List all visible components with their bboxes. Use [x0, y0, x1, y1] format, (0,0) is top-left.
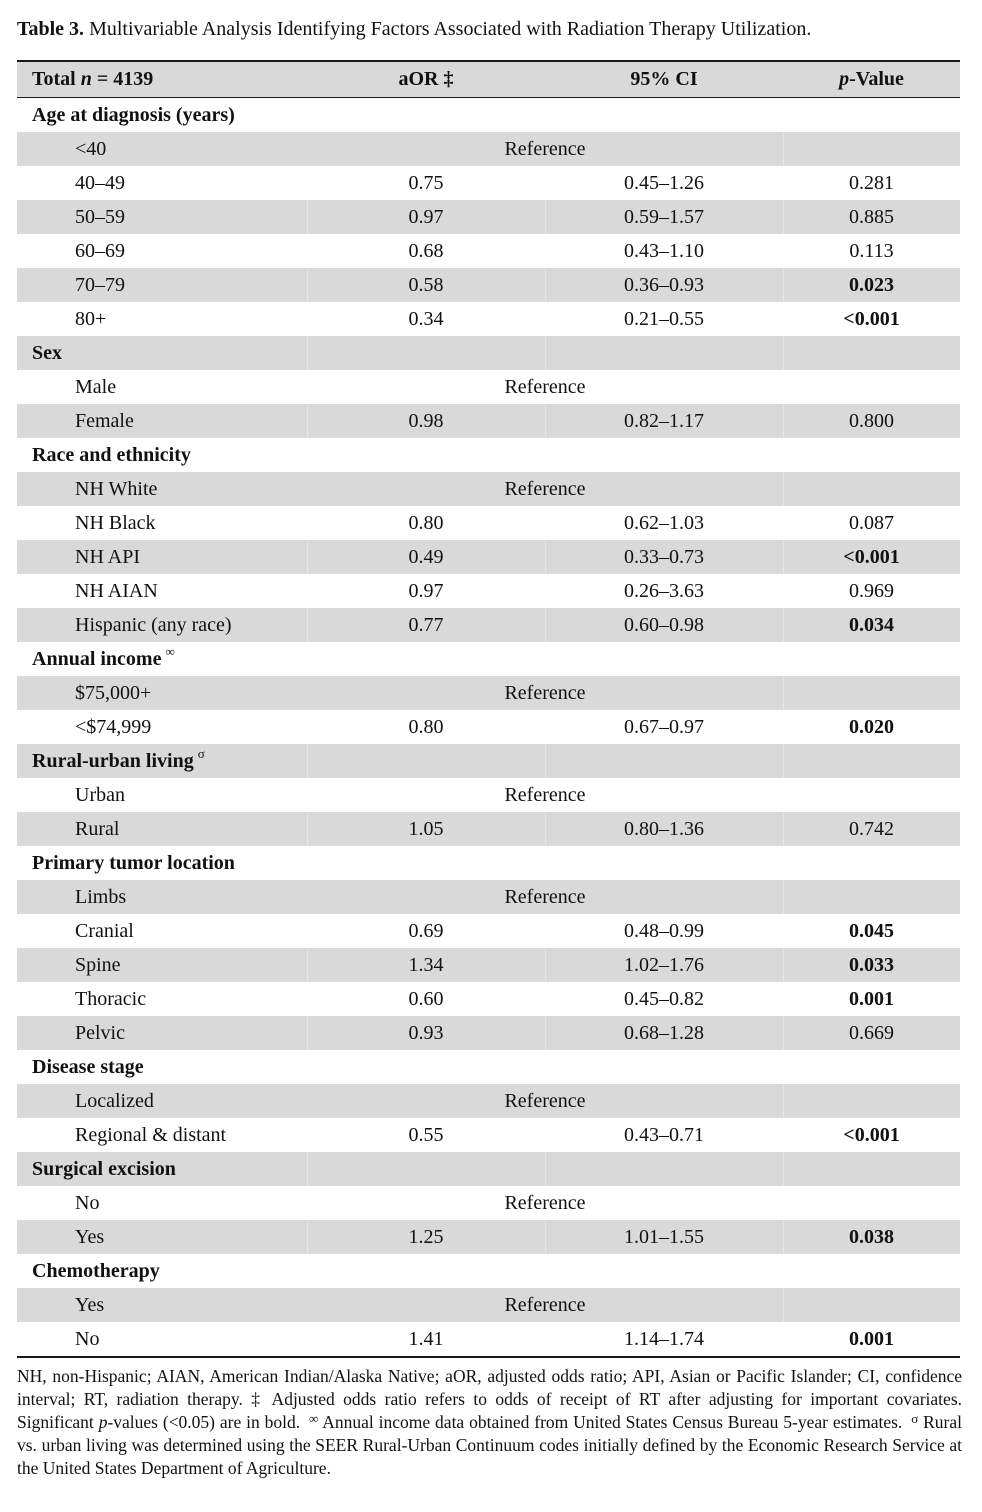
ci-cell: 0.48–0.99 — [624, 919, 704, 942]
column-separator — [783, 1152, 784, 1186]
p-value-cell: 0.800 — [849, 409, 894, 432]
table-row — [17, 914, 960, 948]
column-separator — [307, 268, 308, 302]
group-header-row — [17, 98, 960, 132]
table-row — [17, 166, 960, 200]
table-row — [17, 1084, 960, 1118]
reference-cell: Reference — [504, 1191, 586, 1214]
ci-cell: 0.82–1.17 — [624, 409, 704, 432]
group-title — [17, 852, 307, 875]
column-separator — [783, 404, 784, 438]
column-separator — [545, 336, 546, 370]
reference-cell: Reference — [504, 137, 586, 160]
p-value-cell: <0.001 — [843, 307, 900, 330]
row-label: Localized — [75, 1089, 154, 1112]
group-header-row — [17, 744, 960, 778]
aor-cell: 0.77 — [408, 613, 444, 636]
column-separator — [307, 336, 308, 370]
header-aor: aOR ‡ — [398, 68, 454, 90]
table-row — [17, 1288, 960, 1322]
group-title-text: Rural-urban living — [32, 749, 194, 772]
group-title-text: Disease stage — [32, 1055, 144, 1078]
table-row — [17, 200, 960, 234]
table-row — [17, 540, 960, 574]
table-label: Table 3. — [17, 18, 85, 40]
table-header-row — [17, 62, 960, 98]
row-label: NH AIAN — [75, 579, 158, 602]
group-footnote-mark: σ — [197, 745, 205, 761]
group-title-text: Annual income — [32, 647, 162, 670]
group-header-row — [17, 642, 960, 676]
ci-cell: 0.33–0.73 — [624, 545, 704, 568]
table-row — [17, 404, 960, 438]
column-separator — [783, 1220, 784, 1254]
column-separator — [307, 200, 308, 234]
ci-cell: 1.01–1.55 — [624, 1225, 704, 1248]
aor-cell: 0.80 — [408, 715, 444, 738]
column-separator — [545, 948, 546, 982]
row-label: No — [75, 1327, 100, 1350]
aor-cell: 1.34 — [408, 953, 444, 976]
ci-cell: 1.14–1.74 — [624, 1327, 704, 1350]
column-separator — [783, 812, 784, 846]
p-value-cell: 0.001 — [849, 1327, 894, 1350]
table-row — [17, 1186, 960, 1220]
row-label: Urban — [75, 783, 125, 806]
table-bottom-rule — [17, 1356, 960, 1358]
column-separator — [545, 812, 546, 846]
aor-cell: 0.60 — [408, 987, 444, 1010]
column-separator — [783, 880, 784, 914]
group-title — [17, 1260, 307, 1283]
row-label: NH Black — [75, 511, 156, 534]
ci-cell: 0.21–0.55 — [624, 307, 704, 330]
reference-cell: Reference — [504, 885, 586, 908]
row-label: Female — [75, 409, 134, 432]
aor-cell: 0.34 — [408, 307, 444, 330]
group-title — [17, 444, 307, 467]
column-separator — [783, 132, 784, 166]
group-title — [17, 1056, 307, 1079]
row-label: <$74,999 — [75, 715, 152, 738]
row-label: Cranial — [75, 919, 134, 942]
group-title-text: Sex — [32, 341, 62, 364]
table-row — [17, 982, 960, 1016]
column-separator — [307, 608, 308, 642]
group-title-text: Surgical excision — [32, 1157, 176, 1180]
reference-cell: Reference — [504, 477, 586, 500]
column-separator — [783, 1016, 784, 1050]
aor-cell: 0.97 — [408, 205, 444, 228]
ci-cell: 0.43–1.10 — [624, 239, 704, 262]
column-separator — [545, 1016, 546, 1050]
table-row — [17, 370, 960, 404]
ci-cell: 0.80–1.36 — [624, 817, 704, 840]
group-title — [17, 342, 307, 365]
group-header-row — [17, 336, 960, 370]
row-label: 70–79 — [75, 273, 125, 296]
row-label: Rural — [75, 817, 120, 840]
column-separator — [545, 608, 546, 642]
column-separator — [783, 336, 784, 370]
ci-cell: 0.36–0.93 — [624, 273, 704, 296]
reference-cell: Reference — [504, 681, 586, 704]
table-row — [17, 676, 960, 710]
table-row — [17, 506, 960, 540]
results-table — [17, 60, 960, 1358]
aor-cell: 0.69 — [408, 919, 444, 942]
column-separator — [783, 1084, 784, 1118]
row-label: <40 — [75, 137, 107, 160]
group-title — [17, 745, 307, 773]
group-title — [17, 643, 307, 671]
group-title-text: Age at diagnosis (years) — [32, 103, 235, 126]
aor-cell: 1.41 — [408, 1327, 444, 1350]
aor-cell: 0.93 — [408, 1021, 444, 1044]
p-value-cell: 0.034 — [849, 613, 894, 636]
column-separator — [307, 540, 308, 574]
aor-cell: 1.25 — [408, 1225, 444, 1248]
group-header-row — [17, 1050, 960, 1084]
row-label: 40–49 — [75, 171, 125, 194]
row-label: NH White — [75, 477, 158, 500]
column-separator — [545, 404, 546, 438]
ci-cell: 0.60–0.98 — [624, 613, 704, 636]
p-value-cell: 0.969 — [849, 579, 894, 602]
header-total-n: Total n = 4139 — [32, 68, 154, 90]
group-header-row — [17, 1254, 960, 1288]
ci-cell: 0.68–1.28 — [624, 1021, 704, 1044]
table-caption — [17, 16, 967, 42]
aor-cell: 0.58 — [408, 273, 444, 296]
column-separator — [783, 540, 784, 574]
table-row — [17, 1322, 960, 1356]
column-separator — [783, 200, 784, 234]
column-separator — [307, 948, 308, 982]
group-title-text: Chemotherapy — [32, 1259, 160, 1282]
ci-cell: 0.26–3.63 — [624, 579, 704, 602]
header-ci: 95% CI — [630, 68, 698, 90]
column-separator — [783, 948, 784, 982]
row-label: Hispanic (any race) — [75, 613, 232, 636]
p-value-cell: 0.742 — [849, 817, 894, 840]
aor-cell: 0.55 — [408, 1123, 444, 1146]
table-row — [17, 710, 960, 744]
group-header-row — [17, 438, 960, 472]
table-row — [17, 574, 960, 608]
table-row — [17, 1118, 960, 1152]
p-value-cell: 0.087 — [849, 511, 894, 534]
row-label: Limbs — [75, 885, 127, 908]
ci-cell: 0.45–1.26 — [624, 171, 704, 194]
column-separator — [783, 1288, 784, 1322]
aor-cell: 0.97 — [408, 579, 444, 602]
row-label: Thoracic — [75, 987, 147, 1010]
row-label: 50–59 — [75, 205, 125, 228]
p-value-cell: <0.001 — [843, 1123, 900, 1146]
group-header-row — [17, 846, 960, 880]
row-label: $75,000+ — [75, 681, 152, 704]
row-label: Yes — [75, 1225, 105, 1248]
row-label: Spine — [75, 953, 121, 976]
group-title — [17, 1158, 307, 1181]
p-value-cell: 0.020 — [849, 715, 894, 738]
column-separator — [545, 744, 546, 778]
column-separator — [545, 1152, 546, 1186]
row-label: 80+ — [75, 307, 107, 330]
table-row — [17, 1220, 960, 1254]
header-p-value: p-Value — [839, 68, 904, 90]
table-body — [17, 98, 960, 1356]
row-label: NH API — [75, 545, 141, 568]
ci-cell: 0.45–0.82 — [624, 987, 704, 1010]
column-separator — [545, 268, 546, 302]
ci-cell: 0.62–1.03 — [624, 511, 704, 534]
p-value-cell: 0.669 — [849, 1021, 894, 1044]
table-row — [17, 132, 960, 166]
p-value-cell: <0.001 — [843, 545, 900, 568]
table-row — [17, 302, 960, 336]
table-row — [17, 880, 960, 914]
column-separator — [783, 744, 784, 778]
group-header-row — [17, 1152, 960, 1186]
group-title — [17, 104, 307, 127]
column-separator — [545, 1220, 546, 1254]
column-separator — [545, 200, 546, 234]
column-separator — [307, 812, 308, 846]
aor-cell: 0.68 — [408, 239, 444, 262]
column-separator — [783, 608, 784, 642]
ci-cell: 0.59–1.57 — [624, 205, 704, 228]
column-separator — [307, 1152, 308, 1186]
table-footnote: NH, non-Hispanic; AIAN, American Indian/Alaska Native; aOR, adjusted odds ratio; API, Asian or Pacific Islander; CI, confidence interval; RT, radiation therapy. ‡ Adjusted odds ratio refers to odds of receipt of RT after adjusting for important covariates. Significant p-values (<0.05) are in bold. ∞ Annual income data obtained from United States Census Bureau 5-year estimates. $^\sigma$ Rural vs. urban living was determined using the SEER Rural-Urban Continuum codes initially defined by the Economic Research Service at the United States Department of Agriculture. — [17, 1366, 962, 1478]
aor-cell: 0.49 — [408, 545, 444, 568]
aor-cell: 0.98 — [408, 409, 444, 432]
column-separator — [307, 1016, 308, 1050]
group-title-text: Primary tumor location — [32, 851, 235, 874]
column-separator — [545, 540, 546, 574]
p-value-cell: 0.038 — [849, 1225, 894, 1248]
p-value-cell: 0.001 — [849, 987, 894, 1010]
row-label: Male — [75, 375, 117, 398]
ci-cell: 1.02–1.76 — [624, 953, 704, 976]
table-row — [17, 812, 960, 846]
aor-cell: 1.05 — [408, 817, 444, 840]
table-row — [17, 608, 960, 642]
column-separator — [783, 268, 784, 302]
p-value-cell: 0.045 — [849, 919, 894, 942]
p-value-cell: 0.023 — [849, 273, 894, 296]
p-value-cell: 0.113 — [849, 239, 894, 262]
aor-cell: 0.75 — [408, 171, 444, 194]
p-value-cell: 0.033 — [849, 953, 894, 976]
table-row — [17, 472, 960, 506]
group-footnote-mark: ∞ — [165, 643, 175, 659]
group-title-text: Race and ethnicity — [32, 443, 191, 466]
aor-cell: 0.80 — [408, 511, 444, 534]
table-row — [17, 948, 960, 982]
reference-cell: Reference — [504, 1089, 586, 1112]
reference-cell: Reference — [504, 375, 586, 398]
reference-cell: Reference — [504, 783, 586, 806]
column-separator — [307, 1220, 308, 1254]
ci-cell: 0.43–0.71 — [624, 1123, 704, 1146]
row-label: Regional & distant — [75, 1123, 227, 1146]
column-separator — [783, 676, 784, 710]
reference-cell: Reference — [504, 1293, 586, 1316]
column-separator — [783, 472, 784, 506]
table-row — [17, 778, 960, 812]
row-label: Yes — [75, 1293, 105, 1316]
column-separator — [307, 744, 308, 778]
column-separator — [307, 404, 308, 438]
row-label: 60–69 — [75, 239, 125, 262]
p-value-cell: 0.281 — [849, 171, 894, 194]
ci-cell: 0.67–0.97 — [624, 715, 704, 738]
table-row — [17, 268, 960, 302]
row-label: Pelvic — [75, 1021, 125, 1044]
table-title: Multivariable Analysis Identifying Factors Associated with Radiation Therapy Utilization. — [89, 18, 812, 40]
table-row — [17, 1016, 960, 1050]
row-label: No — [75, 1191, 100, 1214]
table-row — [17, 234, 960, 268]
p-value-cell: 0.885 — [849, 205, 894, 228]
